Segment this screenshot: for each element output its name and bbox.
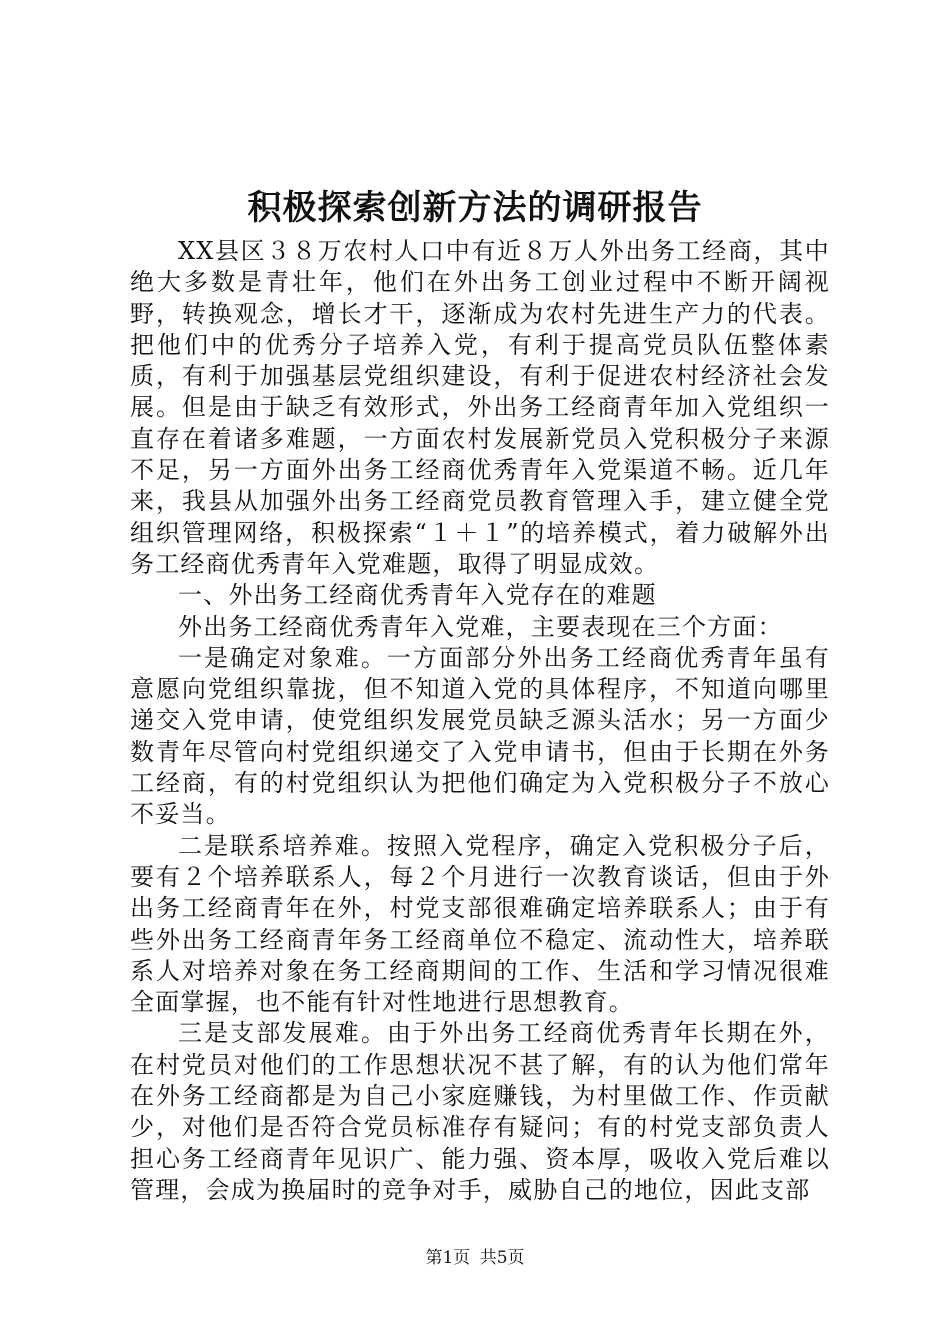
summary-paragraph: 外出务工经商优秀青年入党难，主要表现在三个方面： — [178, 612, 783, 641]
difficulty-three-paragraph: 三是支部发展难。由于外出务工经商优秀青年长期在外，在村党员对他们的工作思想状况不甚了解，有的认为他们常年在外务工经商都是为自己小家庭赚钱，为村里做工作、作贡献少，对他们是否符合党员标准存有疑问；有的村党支部负责人担心务工经商青年见识广、能力强、资本厚，吸收入党后难以管理，会成为换届时的竞争对手，威胁自己的地位，因此支部 — [130, 1019, 830, 1204]
page-total: 共5页 — [479, 1248, 525, 1268]
section-heading: 一、外出务工经商优秀青年入党存在的难题 — [178, 581, 657, 610]
page-number: 第1页 — [425, 1248, 471, 1268]
document-title: 积极探索创新方法的调研报告 — [247, 188, 703, 228]
difficulty-two-paragraph: 二是联系培养难。按照入党程序，确定入党积极分子后，要有２个培养联系人，每２个月进行一次教育谈话，但由于外出务工经商青年在外，村党支部很难确定培养联系人；由于有些外出务工经商青年务工经商单位不稳定、流动性大，培养联系人对培养对象在务工经商期间的工作、生活和学习情况很难全面掌握，也不能有针对性地进行思想教育。 — [130, 831, 830, 1017]
page-footer — [0, 1246, 950, 1270]
difficulty-one-paragraph: 一是确定对象难。一方面部分外出务工经商优秀青年虽有意愿向党组织靠拢，但不知道入党的具体程序，不知道向哪里递交入党申请，使党组织发展党员缺乏源头活水；另一方面少数青年尽管向村党组织递交了入党申请书，但由于长期在外务工经商，有的村党组织认为把他们确定为入党积极分子不放心不妥当。 — [130, 643, 830, 829]
document-body — [130, 236, 830, 1206]
intro-paragraph: XX县区３８万农村人口中有近８万人外出务工经商，其中绝大多数是青壮年，他们在外出务工创业过程中不断开阔视野，转换观念，增长才干，逐渐成为农村先进生产力的代表。把他们中的优秀分子培养入党，有利于提高党员队伍整体素质，有利于加强基层党组织建设，有利于促进农村经济社会发展。但是由于缺乏有效形式，外出务工经商青年加入党组织一直存在着诸多难题，一方面农村发展新党员入党积极分子来源不足，另一方面外出务工经商优秀青年入党渠道不畅。近几年来，我县从加强外出务工经商党员教育管理入手，建立健全党组织管理网络，积极探索“１＋１”的培养模式，着力破解外出务工经商优秀青年入党难题，取得了明显成效。 — [130, 237, 830, 578]
